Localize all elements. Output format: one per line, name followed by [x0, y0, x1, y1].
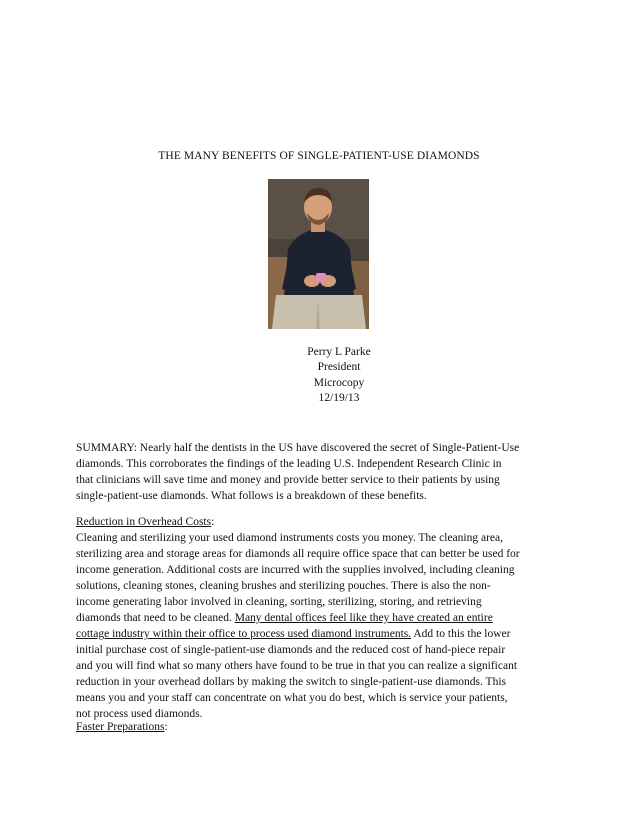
overhead-emphasis: cottage industry within their office to process used diamond instruments. [76, 628, 412, 640]
faster-section [76, 719, 576, 735]
author-info [219, 345, 459, 406]
overhead-line: not process used diamonds. [76, 708, 203, 720]
overhead-line-part: Add to this the lower [411, 628, 511, 640]
summary-line: single-patient-use diamonds. What follows is a breakdown of these benefits. [76, 490, 427, 502]
author-name: Perry L Parke [307, 346, 371, 358]
author-role: President [317, 361, 361, 374]
overhead-line: initial purchase cost of single-patient-use diamonds and the reduced cost of hand-piece repair [76, 644, 506, 656]
faster-heading-colon: : [164, 721, 168, 733]
summary-paragraph [76, 440, 576, 504]
overhead-line: and you will find what so many others have found to be true in that you can realize a significant [76, 660, 518, 672]
overhead-line [76, 626, 576, 642]
overhead-line: reduction in your overhead dollars by making the switch to single-patient-use diamonds. This [76, 676, 506, 688]
overhead-emphasis: Many dental offices feel like they have created an entire [234, 612, 493, 624]
overhead-line [76, 610, 576, 626]
overhead-line: sterilizing area and storage areas for diamonds all require office space that can better be used for [76, 548, 520, 560]
overhead-line: income generation. Additional costs are incurred with the supplies involved, including cleaning [76, 564, 515, 576]
author-photo-image [268, 179, 369, 329]
overhead-heading-colon: : [211, 516, 215, 528]
author-photo [268, 179, 369, 329]
author-company: Microcopy [313, 376, 365, 389]
overhead-line: income generating labor involved in cleaning, sorting, sterilizing, storing, and retrieving [76, 596, 482, 608]
document-title: THE MANY BENEFITS OF SINGLE-PATIENT-USE DIAMONDS [158, 150, 480, 162]
summary-line: SUMMARY: Nearly half the dentists in the US have discovered the secret of Single-Patient-Use [76, 442, 520, 454]
overhead-heading [76, 514, 576, 530]
summary-line: that clinicians will save time and money and provide better service to their patients by using [76, 474, 500, 486]
overhead-section [76, 514, 576, 722]
overhead-line: Cleaning and sterilizing your used diamond instruments costs you money. The cleaning area, [76, 532, 503, 544]
overhead-line-part: diamonds that need to be cleaned. [76, 612, 235, 624]
overhead-line: means you and your staff can concentrate on what you do best, which is service your patients, [76, 692, 508, 704]
overhead-line: solutions, cleaning stones, cleaning brushes and sterilizing pouches. There is also the non- [76, 580, 491, 592]
faster-heading-text: Faster Preparations [76, 721, 165, 733]
faster-heading [76, 719, 576, 735]
author-date: 12/19/13 [318, 391, 360, 404]
summary-line: diamonds. This corroborates the findings of the leading U.S. Independent Research Clinic in [76, 458, 502, 470]
overhead-heading-text: Reduction in Overhead Costs [76, 516, 212, 528]
